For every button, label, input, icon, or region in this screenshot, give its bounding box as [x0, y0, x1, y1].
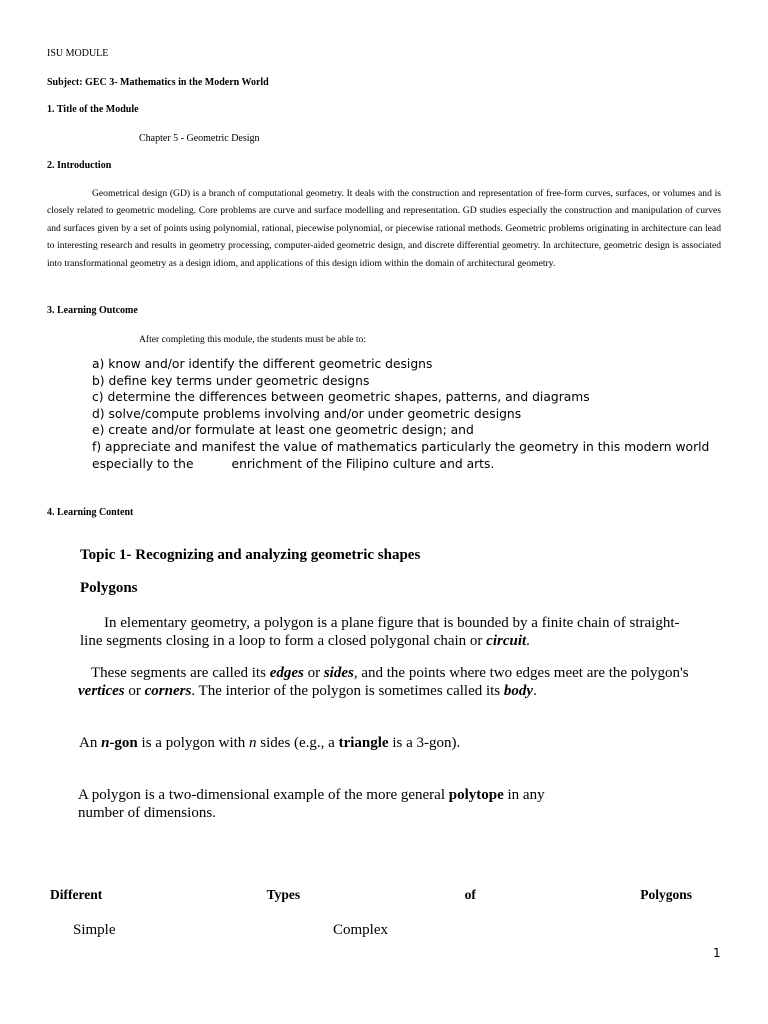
term-polytope: polytope	[448, 787, 504, 803]
term-circuit: circuit	[486, 633, 527, 649]
polygon-types-heading	[50, 887, 692, 903]
term-n: n	[101, 735, 110, 751]
edges-or-2: or	[128, 683, 141, 699]
edges-text-1: These segments are called its	[91, 665, 266, 681]
learning-outcome-lead: After completing this module, the students must be able to:	[139, 334, 367, 345]
outcome-f-part1: f) appreciate and manifest the value of mathematics particularly the geometry in this modern world especially to the	[92, 439, 710, 471]
ngon-n: n	[249, 735, 257, 751]
term-vertices: vertices	[78, 683, 125, 699]
learning-outcome-list	[47, 356, 737, 472]
module-label: ISU MODULE	[47, 48, 109, 59]
section-4-heading: 4. Learning Content	[47, 507, 134, 518]
types-word-polygons: Polygons	[640, 887, 692, 902]
ngon-an: An	[79, 735, 98, 751]
topic-heading: Topic 1- Recognizing and analyzing geometric shapes	[80, 547, 421, 563]
term-sides: sides	[323, 665, 354, 681]
module-title: Chapter 5 - Geometric Design	[139, 133, 260, 144]
outcome-d: d) solve/compute problems involving and/or under geometric designs	[92, 406, 522, 421]
introduction-paragraph: Geometrical design (GD) is a branch of computational geometry. It deals with the construction and representation of free-form curves, surfaces, or volumes and is closely related to geometric modeling. Core problems are curve and surface modelling and representation. GD studies especially the construction and manipulation of curves and surfaces given by a set of points using polynomial, rational, piecewise polynomial, or piecewise rational methods. Geometric problems originating in architecture can lead to interesting research and results in geometry processing, computer-aided geometric design, and discrete differential geometry. In architecture, geometric design is associated into transformational geometry as a design idiom, and applications of this design idiom within the domain of architectural geometry.	[47, 188, 721, 269]
subject-line: Subject: GEC 3- Mathematics in the Modern World	[47, 77, 269, 88]
polytope-paragraph	[78, 786, 548, 822]
term-body: body	[503, 683, 534, 699]
type-simple: Simple	[73, 922, 116, 938]
outcome-f	[47, 439, 737, 472]
edges-paragraph: These segments are called its edges or sides, and the points where two edges meet are the polygon's vertices or corners. The interior of the polygon is sometimes called its body.	[78, 665, 689, 699]
types-word-different: Different	[50, 887, 103, 902]
outcome-a: a) know and/or identify the different geometric designs	[92, 357, 433, 371]
outcome-f-part2: enrichment of the Filipino culture and arts.	[231, 456, 495, 471]
types-word-of: of	[464, 887, 476, 902]
term-gon: -gon	[109, 735, 138, 751]
ngon-text-1: is a polygon with	[141, 735, 246, 751]
outcome-c: c) determine the differences between geometric shapes, patterns, and diagrams	[92, 390, 590, 405]
term-corners: corners	[144, 683, 192, 699]
polytope-text-1: A polygon is a two-dimensional example of the more general	[78, 787, 445, 803]
polygon-definition-text: In elementary geometry, a polygon is a plane figure that is bounded by a finite chain of straight-line segments closing in a loop to form a closed polygonal chain or	[80, 615, 680, 649]
polygon-definition-paragraph: In elementary geometry, a polygon is a plane figure that is bounded by a finite chain of straight-line segments closing in a loop to form a closed polygonal chain or circuit.	[80, 615, 680, 649]
section-3-heading: 3. Learning Outcome	[47, 305, 138, 316]
page-number: 1	[713, 946, 721, 960]
outcome-e: e) create and/or formulate at least one geometric design; and	[92, 423, 474, 438]
type-complex: Complex	[333, 922, 388, 938]
outcome-b: b) define key terms under geometric designs	[92, 373, 370, 388]
polytope-text-2: in any number of dimensions.	[78, 787, 545, 821]
term-triangle: triangle	[338, 735, 389, 751]
term-edges: edges	[269, 665, 304, 681]
section-1-heading: 1. Title of the Module	[47, 104, 139, 115]
edges-text-3: . The interior of the polygon is sometimes called its	[191, 683, 501, 699]
types-word-types: Types	[266, 887, 301, 902]
polygons-subheading: Polygons	[80, 580, 138, 596]
edges-text-2: , and the points where two edges meet are the polygon's	[353, 665, 689, 681]
ngon-text-2: sides (e.g., a	[260, 735, 335, 751]
edges-or-1: or	[307, 665, 321, 681]
section-2-heading: 2. Introduction	[47, 160, 112, 171]
n-gon-paragraph	[79, 734, 460, 752]
ngon-text-3: is a 3-gon).	[392, 735, 461, 751]
